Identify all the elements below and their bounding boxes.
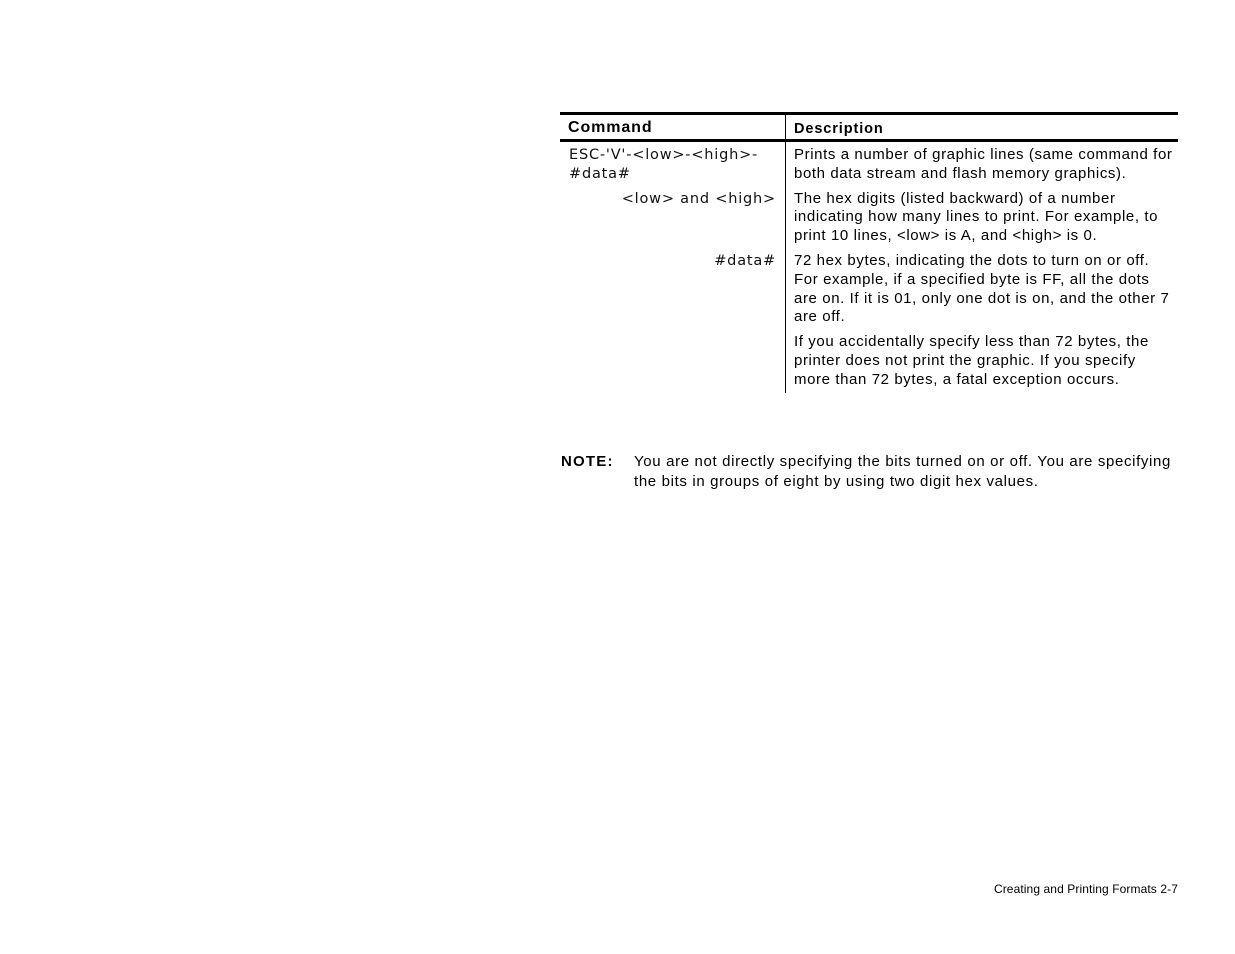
description-cell: Prints a number of graphic lines (same command for both data stream and flash memory graphics). <box>794 146 1173 182</box>
description-cell: 72 hex bytes, indicating the dots to turn on or off. For example, if a specified byte is FF, all the dots are on. If it is 01, only one dot is on, and the other 7 are off. <box>794 251 1170 326</box>
table-row <box>560 330 1178 392</box>
command-text-line2: #data# <box>569 165 631 182</box>
command-table <box>560 112 1178 393</box>
command-column-header: Command <box>560 114 786 141</box>
command-cell <box>560 141 786 187</box>
note-label: NOTE: <box>561 453 614 470</box>
table-header-row <box>560 114 1178 141</box>
note-text: You are not directly specifying the bits turned on or off. You are specifying the bits in groups of eight by using two digit hex values. <box>634 453 1172 490</box>
description-cell: If you accidentally specify less than 72 bytes, the printer does not print the graphic. If you specify more than 72 bytes, a fatal exception occurs. <box>794 333 1149 388</box>
page-footer: Creating and Printing Formats 2-7 <box>993 882 1178 896</box>
command-text-line1: ESC-'V'-<low>-<high>- <box>569 147 759 163</box>
table-row <box>560 249 1178 330</box>
description-cell: The hex digits (listed backward) of a number indicating how many lines to print. For example, to print 10 lines, <low> is A, and <high> is 0. <box>794 189 1159 245</box>
parameter-cell: #data# <box>560 249 786 330</box>
table-row <box>560 187 1178 249</box>
parameter-cell <box>560 330 786 392</box>
parameter-cell: <low> and <high> <box>560 187 786 249</box>
table-row <box>560 141 1178 187</box>
description-column-header: Description <box>786 114 1179 141</box>
